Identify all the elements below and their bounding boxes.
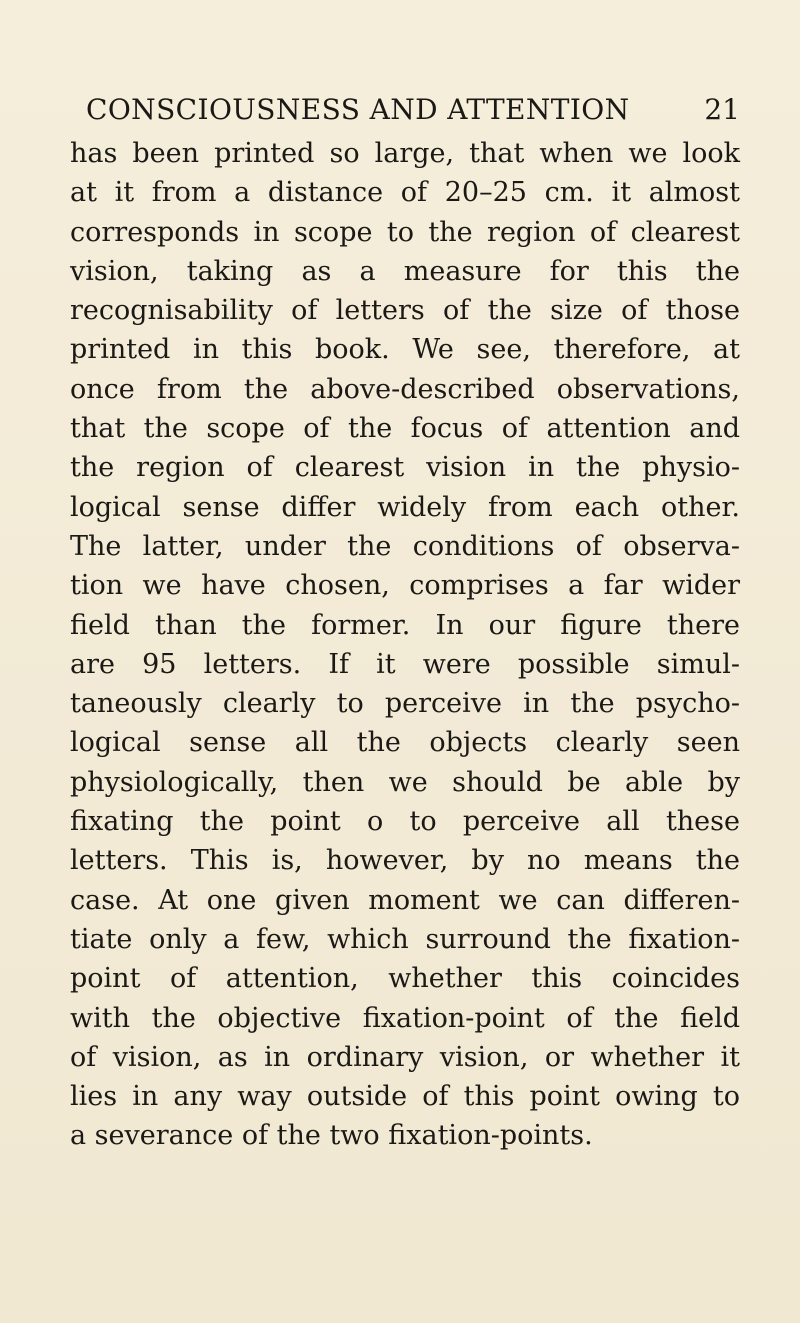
text-line: the region of clearest vision in the physio-	[70, 452, 740, 484]
text-line: are 95 letters. If it were possible simul-	[70, 648, 740, 680]
text-line: physiologically, then we should be able by	[70, 766, 740, 798]
page-number: 21	[704, 93, 740, 126]
text-line: once from the above-described observations,	[70, 373, 740, 405]
text-line: with the objective fixation-point of the field	[70, 1002, 740, 1034]
text-line: of vision, as in ordinary vision, or whether it	[70, 1041, 740, 1073]
text-line: letters. This is, however, by no means the	[70, 845, 740, 877]
text-line: field than the former. In our figure there	[70, 609, 740, 641]
text-line: logical sense all the objects clearly seen	[70, 727, 740, 759]
text-line: recognisability of letters of the size of those	[70, 295, 740, 327]
text-line: point of attention, whether this coincides	[70, 963, 740, 995]
text-line: that the scope of the focus of attention and	[70, 413, 740, 445]
running-title: CONSCIOUSNESS AND ATTENTION	[86, 93, 630, 126]
text-line: at it from a distance of 20–25 cm. it almost	[70, 177, 740, 209]
text-line: tiate only a few, which surround the fixation-	[70, 923, 740, 955]
text-line: The latter, under the conditions of observa-	[70, 530, 740, 562]
text-line: fixating the point o to perceive all these	[70, 806, 740, 838]
text-line: taneously clearly to perceive in the psycho-	[70, 688, 740, 720]
text-line: tion we have chosen, comprises a far wider	[70, 570, 740, 602]
text-line: a severance of the two fixation-points.	[70, 1120, 593, 1152]
running-head	[70, 88, 740, 132]
text-line: has been printed so large, that when we look	[70, 138, 740, 169]
text-line: case. At one given moment we can differen-	[70, 884, 740, 916]
text-line: lies in any way outside of this point owing to	[70, 1081, 740, 1113]
text-line: corresponds in scope to the region of clearest	[70, 216, 740, 248]
body-text	[70, 134, 740, 1156]
text-line: vision, taking as a measure for this the	[70, 255, 740, 287]
text-line: logical sense differ widely from each other.	[70, 491, 740, 523]
text-line: printed in this book. We see, therefore, at	[70, 334, 740, 366]
